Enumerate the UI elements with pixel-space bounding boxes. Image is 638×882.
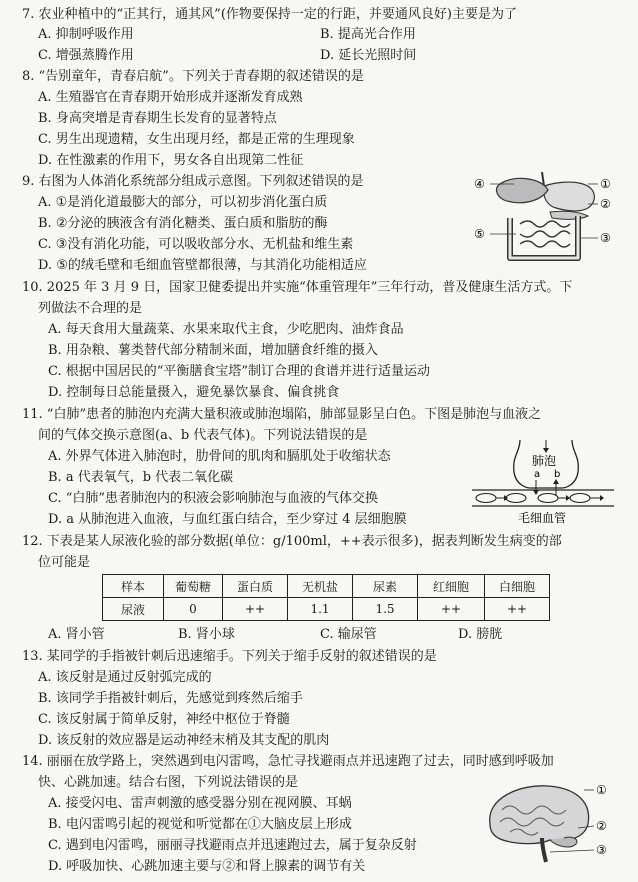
- q11-stem-line1: 11. “白肺”患者的肺泡内充满大量积液或肺泡塌陷，肺部显影呈白色。下图是肺泡与血液之: [22, 407, 542, 422]
- q10-option-a: A. 每天食用大量蔬菜、水果来取代主食，少吃肥肉、油炸食品: [48, 322, 404, 337]
- table-cell: ++: [223, 598, 288, 621]
- q10-option-c: C. 根据中国居民的“平衡膳食宝塔”制订合理的食谱并进行适量运动: [48, 364, 431, 379]
- q13-option-b: B. 该同学手指被针刺后，先感觉到疼然后缩手: [38, 691, 303, 706]
- q7-stem: 7. 农业种植中的“正其行，通其风”(作物要保持一定的行距，并要通风良好)主要是为了: [22, 7, 517, 22]
- table-header-cell: 蛋白质: [223, 575, 288, 598]
- q14-stem-line2: 快、心跳加速。结合右图，下列说法错误的是: [38, 775, 299, 790]
- q12-stem-line2: 位可能是: [38, 555, 91, 570]
- brain-figure: [480, 780, 620, 864]
- q14-option-c: C. 遇到电闪雷鸣，丽丽寻找避雨点并迅速跑过去，属于复杂反射: [48, 838, 417, 853]
- digestive-label-3: ③: [600, 231, 611, 245]
- table-header-cell: 葡萄糖: [164, 575, 223, 598]
- q7-option-d: D. 延长光照时间: [320, 48, 417, 63]
- brain-label-1: ①: [596, 783, 607, 797]
- digestive-label-4: ④: [474, 177, 485, 191]
- q11-option-d: D. a 从肺泡进入血液，与血红蛋白结合，至少穿过 4 层细胞膜: [48, 512, 407, 527]
- digestive-system-figure: [470, 170, 620, 270]
- q9-option-c: C. ③没有消化功能，可以吸收部分水、无机盐和维生素: [38, 237, 354, 252]
- alveolus-figure: [468, 438, 618, 526]
- table-header-row: [103, 575, 550, 598]
- q14-stem-line1: 14. 丽丽在放学路上，突然遇到电闪雷鸣，急忙寻找避雨点并迅速跑了过去，同时感到呼吸加: [22, 754, 554, 769]
- table-cell: ++: [418, 598, 485, 621]
- q8-option-d: D. 在性激素的作用下，男女各自出现第二性征: [38, 153, 304, 168]
- brain-label-3: ③: [596, 843, 607, 857]
- digestive-label-5: ⑤: [474, 227, 485, 241]
- gas-b-label: b: [554, 469, 561, 480]
- q10-option-d: D. 控制每日总能量摄入，避免暴饮暴食、偏食挑食: [48, 385, 340, 400]
- urine-test-table: [102, 574, 550, 621]
- q9-option-b: B. ②分泌的胰液含有消化糖类、蛋白质和脂肪的酶: [38, 216, 328, 231]
- q11-option-c: C. “白肺”患者肺泡内的积液会影响肺泡与血液的气体交换: [48, 491, 379, 506]
- table-header-cell: 无机盐: [288, 575, 353, 598]
- q7-option-c: C. 增强蒸腾作用: [38, 48, 134, 63]
- alveolus-label: 肺泡: [532, 454, 557, 468]
- q11-stem-line2: 间的气体交换示意图(a、b 代表气体)。下列说法错误的是: [38, 428, 368, 443]
- q10-stem-line2: 列做法不合理的是: [38, 301, 143, 316]
- table-header-cell: 尿素: [353, 575, 418, 598]
- q8-stem: 8. “告别童年，青春启航”。下列关于青春期的叙述错误的是: [22, 69, 364, 84]
- q12-option-c: C. 输尿管: [320, 627, 377, 642]
- table-cell: 尿液: [103, 598, 164, 621]
- table-row: [103, 598, 550, 621]
- table-cell: ++: [485, 598, 550, 621]
- table-header-cell: 样本: [103, 575, 164, 598]
- q13-option-a: A. 该反射是通过反射弧完成的: [38, 670, 212, 685]
- q13-option-d: D. 该反射的效应器是运动神经末梢及其支配的肌肉: [38, 733, 330, 748]
- q11-option-a: A. 外界气体进入肺泡时，肋骨间的肌肉和膈肌处于收缩状态: [48, 449, 391, 464]
- table-cell: 1.1: [288, 598, 353, 621]
- q14-option-b: B. 电闪雷鸣引起的视觉和听觉都在①大脑皮层上形成: [48, 817, 352, 832]
- digestive-label-2: ②: [600, 197, 611, 211]
- q14-option-d: D. 呼吸加快、心跳加速主要与②和肾上腺素的调节有关: [48, 859, 366, 874]
- q12-option-a: A. 肾小管: [48, 627, 105, 642]
- q7-option-b: B. 提高光合作用: [320, 27, 416, 42]
- gas-a-label: a: [534, 469, 541, 480]
- q12-option-d: D. 膀胱: [458, 627, 503, 642]
- q7-option-a: A. 抑制呼吸作用: [38, 27, 134, 42]
- q8-option-a: A. 生殖器官在青春期开始形成并逐渐发育成熟: [38, 90, 303, 105]
- q13-option-c: C. 该反射属于简单反射，神经中枢位于脊髓: [38, 712, 290, 727]
- table-cell: 0: [164, 598, 223, 621]
- table-header-cell: 红细胞: [418, 575, 485, 598]
- q12-stem-line1: 12. 下表是某人尿液化验的部分数据(单位：g/100ml，++表示很多)，据表判断发生病变的部: [22, 534, 562, 549]
- q14-option-a: A. 接受闪电、雷声刺激的感受器分别在视网膜、耳蜗: [48, 796, 352, 811]
- q10-option-b: B. 用杂粮、薯类替代部分精制米面，增加膳食纤维的摄入: [48, 343, 378, 358]
- table-header-cell: 白细胞: [485, 575, 550, 598]
- q9-stem: 9. 右图为人体消化系统部分组成示意图。下列叙述错误的是: [22, 174, 364, 189]
- q9-option-a: A. ①是消化道最膨大的部分，可以初步消化蛋白质: [38, 195, 328, 210]
- q10-stem-line1: 10. 2025 年 3 月 9 日，国家卫健委提出并实施“体重管理年”三年行动，普及健康生活方式。下: [22, 280, 573, 295]
- capillary-label: 毛细血管: [518, 511, 567, 525]
- q12-option-b: B. 肾小球: [178, 627, 235, 642]
- table-cell: 1.5: [353, 598, 418, 621]
- q11-option-b: B. a 代表氧气，b 代表二氧化碳: [48, 470, 234, 485]
- digestive-label-1: ①: [600, 177, 611, 191]
- q8-option-b: B. 身高突增是青春期生长发育的显著特点: [38, 111, 277, 126]
- q13-stem: 13. 某同学的手指被针刺后迅速缩手。下列关于缩手反射的叙述错误的是: [22, 649, 437, 664]
- brain-label-2: ②: [596, 819, 607, 833]
- q8-option-c: C. 男生出现遗精，女生出现月经，都是正常的生理现象: [38, 132, 355, 147]
- q9-option-d: D. ⑤的绒毛壁和毛细血管壁都很薄，与其消化功能相适应: [38, 258, 367, 273]
